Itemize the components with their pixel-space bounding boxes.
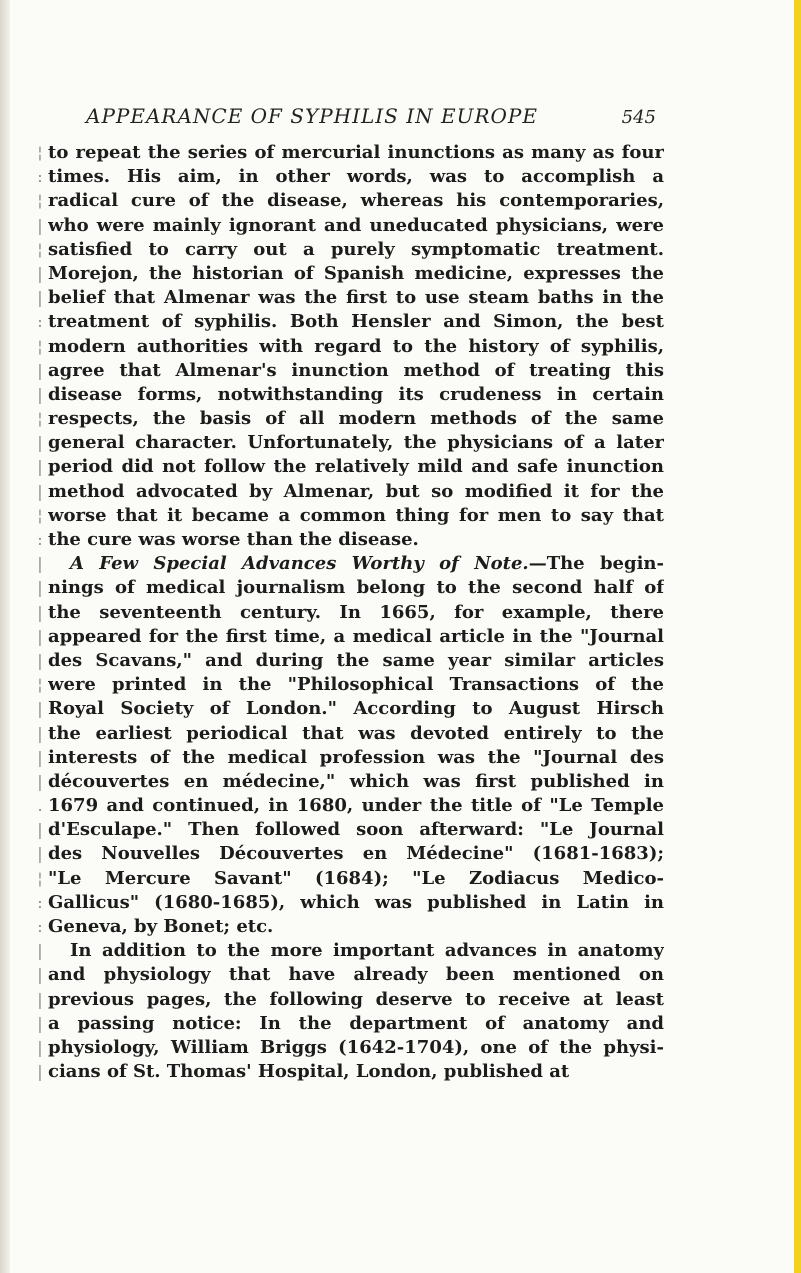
text-line	[32, 795, 664, 819]
text-line	[32, 505, 664, 529]
text-line	[32, 360, 664, 384]
text-line	[32, 263, 664, 287]
margin-mark: |	[37, 384, 43, 404]
text-line	[32, 336, 664, 360]
line-text: d'Esculape." Then followed soon afterward: "Le Journal	[48, 819, 664, 841]
line-text: des Nouvelles Découvertes en Médecine" (1681-1683);	[48, 843, 664, 865]
text-line	[32, 408, 664, 432]
text-line	[32, 577, 664, 601]
line-text: times. His aim, in other words, was to accomplish a	[48, 166, 664, 188]
line-text: the cure was worse than the disease.	[48, 529, 419, 550]
margin-mark: |	[37, 820, 43, 840]
margin-mark: |	[37, 844, 43, 864]
text-line	[32, 1037, 664, 1061]
text-line	[32, 553, 664, 577]
text-line	[32, 602, 664, 626]
margin-mark: |	[37, 433, 43, 453]
line-text: to repeat the series of mercurial inunctions as many as four	[48, 142, 664, 163]
margin-mark: ¦	[37, 143, 43, 162]
margin-mark: ¦	[37, 675, 43, 695]
text-line	[32, 989, 664, 1013]
text-line	[32, 626, 664, 650]
text-line	[32, 1013, 664, 1037]
margin-mark: |	[37, 1037, 43, 1057]
line-text: worse that it became a common thing for men to say that	[48, 504, 664, 526]
margin-mark: ¦	[37, 239, 43, 259]
margin-mark: |	[37, 263, 43, 283]
margin-mark: |	[37, 1013, 43, 1033]
running-header	[86, 104, 656, 128]
line-text: nings of medical journalism belong to the second half of	[48, 577, 664, 599]
text-line	[32, 892, 664, 916]
text-line	[32, 843, 664, 867]
line-text: satisfied to carry out a purely symptomatic treatment.	[48, 238, 664, 260]
line-text: Royal Society of London." According to August Hirsch	[48, 698, 664, 720]
text-line	[32, 723, 664, 747]
line-text: cians of St. Thomas' Hospital, London, published at	[48, 1061, 570, 1083]
margin-mark: ¦	[37, 868, 43, 888]
line-text: interests of the medical profession was the "Journal des	[48, 746, 664, 768]
margin-mark: .	[37, 796, 43, 816]
margin-mark: |	[37, 941, 43, 961]
text-line	[32, 311, 664, 335]
line-text: "Le Mercure Savant" (1684); "Le Zodiacus Medico-	[48, 867, 664, 889]
line-text: treatment of syphilis. Both Hensler and Simon, the best	[48, 311, 664, 333]
line-text-rest: —The begin-	[528, 553, 664, 575]
line-text: 1679 and continued, in 1680, under the title of "Le Temple	[48, 795, 664, 817]
text-line	[32, 142, 664, 166]
running-title: APPEARANCE OF SYPHILIS IN EUROPE	[86, 104, 538, 128]
line-text: were printed in the "Philosophical Transactions of the	[48, 674, 664, 696]
margin-mark: |	[37, 578, 43, 598]
margin-mark: |	[37, 602, 43, 622]
margin-mark: ¦	[37, 191, 43, 211]
line-text: modern authorities with regard to the history of syphilis,	[48, 335, 664, 357]
line-text: previous pages, the following deserve to receive at least	[48, 988, 664, 1010]
text-line	[32, 481, 664, 505]
line-text: In addition to the more important advances in anatomy	[70, 940, 664, 962]
margin-mark: |	[37, 1062, 43, 1082]
body-text	[32, 142, 664, 1085]
margin-mark: |	[37, 457, 43, 477]
margin-mark: ¦	[37, 409, 43, 429]
line-text: a passing notice: In the department of anatomy and	[48, 1012, 664, 1034]
margin-mark: :	[37, 530, 43, 549]
text-line	[32, 190, 664, 214]
text-line	[32, 529, 664, 553]
margin-mark: |	[37, 360, 43, 380]
margin-mark: |	[37, 747, 43, 767]
line-text: respects, the basis of all modern methods of the same	[48, 408, 664, 430]
section-heading: A Few Special Advances Worthy of Note.	[70, 553, 529, 575]
page-number: 545	[621, 107, 656, 128]
line-text: who were mainly ignorant and uneducated physicians, were	[48, 214, 664, 236]
margin-mark: ¦	[37, 336, 43, 356]
line-text: disease forms, notwithstanding its crudeness in certain	[48, 383, 664, 405]
margin-mark: |	[37, 989, 43, 1009]
margin-mark: :	[37, 917, 43, 936]
page-edge-strip	[794, 0, 801, 1273]
margin-mark: |	[37, 215, 43, 235]
text-line	[32, 674, 664, 698]
margin-mark: :	[37, 167, 43, 187]
line-text: period did not follow the relatively mild and safe inunction	[48, 456, 664, 478]
text-line	[32, 940, 664, 964]
text-line	[32, 1061, 664, 1085]
line-text: physiology, William Briggs (1642-1704), one of the physi-	[48, 1036, 664, 1058]
text-line	[32, 215, 664, 239]
line-text	[48, 553, 664, 574]
margin-mark: :	[37, 312, 43, 332]
margin-mark: |	[37, 288, 43, 308]
margin-mark: ¦	[37, 505, 43, 525]
text-line	[32, 650, 664, 674]
line-text: découvertes en médecine," which was first published in	[48, 770, 664, 792]
text-line	[32, 771, 664, 795]
text-line	[32, 747, 664, 771]
text-line	[32, 166, 664, 190]
text-line	[32, 384, 664, 408]
line-text: agree that Almenar's inunction method of treating this	[48, 359, 664, 381]
line-text: radical cure of the disease, whereas his contemporaries,	[48, 190, 664, 212]
text-line	[32, 916, 664, 940]
line-text: the earliest periodical that was devoted entirely to the	[48, 722, 664, 744]
line-text: des Scavans," and during the same year similar articles	[48, 649, 664, 671]
text-line	[32, 432, 664, 456]
margin-mark: |	[37, 771, 43, 791]
text-line	[32, 239, 664, 263]
line-text: Morejon, the historian of Spanish medicine, expresses the	[48, 262, 664, 284]
binding-gutter-shadow	[0, 0, 10, 1273]
text-line	[32, 456, 664, 480]
text-line	[32, 964, 664, 988]
margin-mark: |	[37, 650, 43, 670]
text-line	[32, 287, 664, 311]
margin-mark: |	[37, 554, 43, 574]
line-text: appeared for the first time, a medical article in the "Journal	[48, 625, 664, 647]
line-text: the seventeenth century. In 1665, for example, there	[48, 601, 664, 623]
margin-mark: |	[37, 481, 43, 501]
text-line	[32, 698, 664, 722]
line-text: method advocated by Almenar, but so modified it for the	[48, 480, 664, 502]
margin-mark: |	[37, 626, 43, 646]
line-text: and physiology that have already been mentioned on	[48, 964, 664, 986]
margin-mark: :	[37, 892, 43, 912]
line-text: general character. Unfortunately, the physicians of a later	[48, 432, 664, 454]
text-line	[32, 819, 664, 843]
margin-mark: |	[37, 965, 43, 985]
text-line	[32, 868, 664, 892]
line-text: Gallicus" (1680-1685), which was published in Latin in	[48, 891, 664, 913]
line-text: Geneva, by Bonet; etc.	[48, 916, 274, 937]
margin-mark: |	[37, 699, 43, 719]
margin-mark: |	[37, 723, 43, 743]
line-text: belief that Almenar was the first to use steam baths in the	[48, 287, 664, 309]
